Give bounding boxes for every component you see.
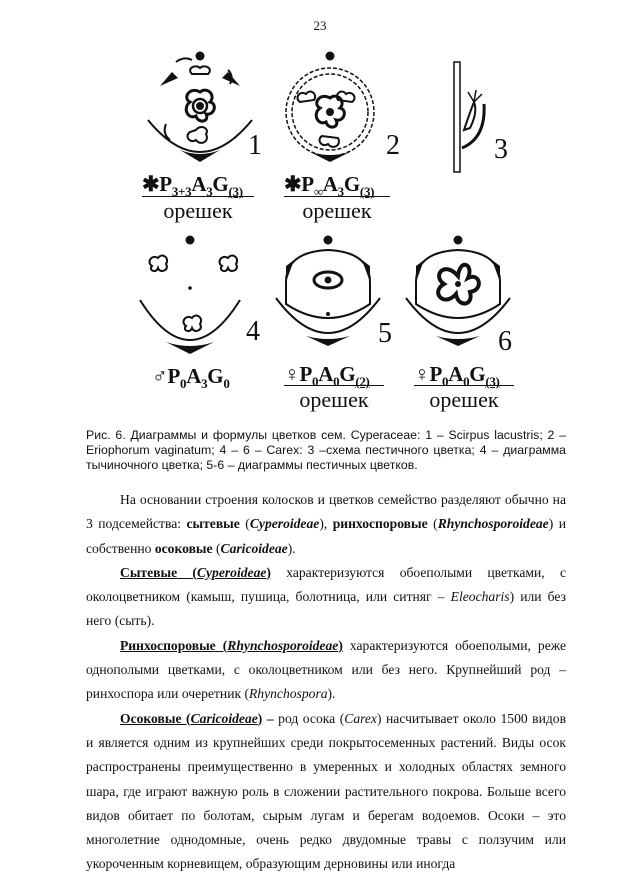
fruit-label: орешек [284,196,390,224]
floral-formula: $♂P_0A_3G_0$ [152,364,230,392]
paragraph-cyperoideae: Сытевые (Cyperoideae) характеризуются обоеполыми цветками, с околоцветником (камыш, пушица, болотница, или ситняг – Eleocharis) или без него (сыть). [86,564,566,629]
diagram-number: 2 [386,130,400,161]
diagram-number: 1 [248,130,262,161]
figure-caption: Рис. 6. Диаграммы и формулы цветков сем. Cyperaceae: 1 – Scirpus lacustris; 2 – Eriophorum vaginatum; 4 – 6 – Carex: 3 –схема пестичного цветка; 4 – диаграмма тычиночного цветка; 5-6 – диаграммы пестичных цветков. [86,428,566,472]
page-number: 23 [313,18,327,33]
floral-formula: $✱P_{3+3}A_3G_{(3)}$ [142,172,243,200]
fruit-label: орешек [284,385,384,413]
floral-formula: $✱P_\infty A_3G_{(3)}$ [284,172,375,200]
diagram-scirpus [140,46,260,176]
paragraph-subfamilies: На основании строения колосков и цветков семейство разделяют обычно на 3 подсемейства: сытевые (Cyperoideae), ринхоспоровые (Rhynchosporoideae) и собственно осоковые (Caricoideae). [86,492,566,556]
paragraph-rhynchosporoideae: Ринхоспоровые (Rhynchosporoideae) характеризуются обоеполыми, реже однополыми цветками, с околоцветником или без него. Крупнейший род – ринхоспора или очеретник (Rhynchospora). [86,637,566,702]
diagram-pistillate-flower-2 [272,228,392,358]
floral-formula: $♀P_0A_0G_{(2)}$ [284,362,370,390]
fruit-label: орешек [414,385,514,413]
diagram-number: 3 [494,134,508,165]
diagram-pistillate-scheme [440,60,500,180]
floral-formula: $♀P_0A_0G_{(3)}$ [414,362,500,390]
diagram-number: 6 [498,326,512,357]
diagram-eriophorum [270,46,390,176]
figure-6 [0,0,640,420]
fruit-label: орешек [142,196,254,224]
diagram-number: 4 [246,316,260,347]
paragraph-caricoideae: Осоковые (Caricoideae) – род осока (Carex) насчитывает около 1500 видов и является одним из крупнейших среди покрытосеменных растений. Виды осок распространены преимущественно в умеренных и холодных областях земного шара, где играют важную роль в сложении растительного покрова. Больше всего видов обитает по болотам, сырым лугам и берегам водоемов. Осоки – это многолетние однодомные, очень редко двудомные травы с ползучим или укороченным корневищем, образующим дерновины или иногда [86,710,567,872]
body-text [86,488,566,877]
diagram-number: 5 [378,318,392,349]
